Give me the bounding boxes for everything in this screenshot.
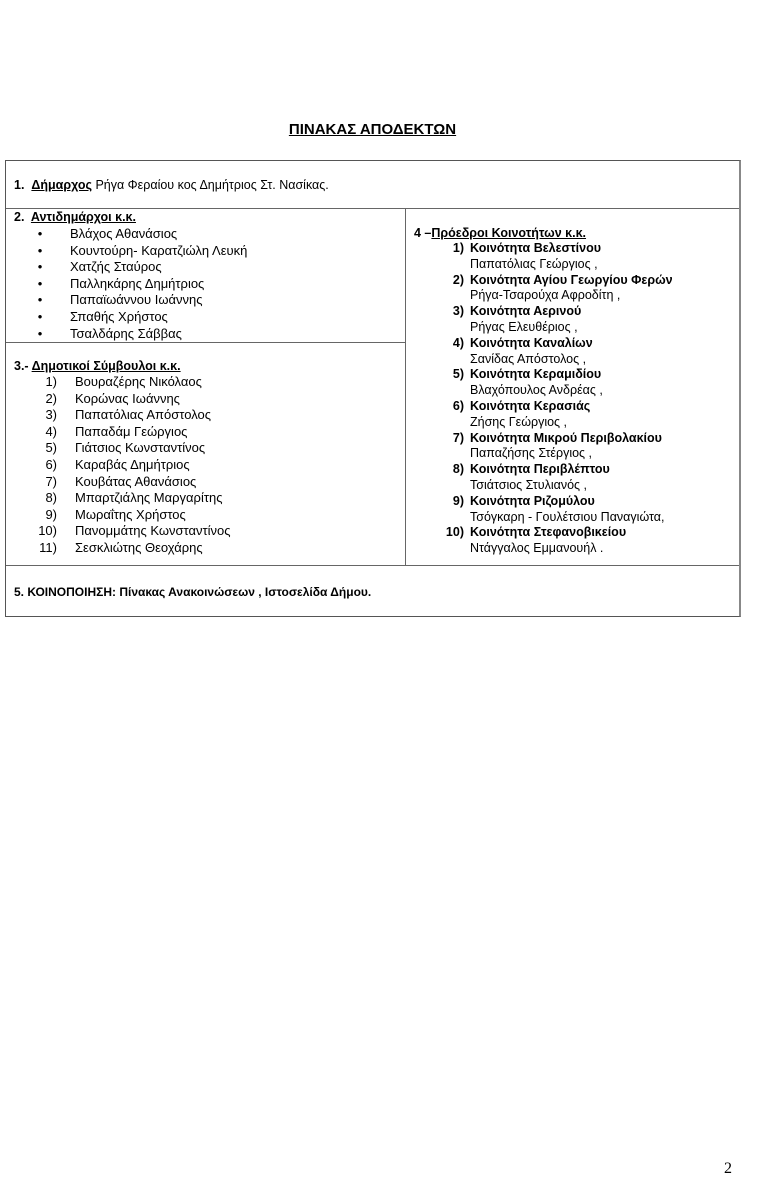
deputy-mayor-name: Κουντούρη- Καρατζιώλη Λευκή [70,242,248,258]
community-president: Τσόγκαρη - Γουλέτσιου Παναγιώτα, [470,509,665,524]
mayor-label: Δήμαρχος [31,178,92,192]
councillor-number: 10) [38,523,57,539]
community-president: Ζήσης Γεώργιος , [470,414,568,429]
councillor-number: 3) [45,407,57,423]
councillor-number: 4) [45,423,57,439]
bullet-icon: • [37,292,43,308]
community-number: 1) [452,241,464,255]
bullet-icon: • [37,259,43,275]
councillors-heading [14,359,181,373]
community-number: 4) [452,335,464,350]
mayor-text: Ρήγα Φεραίου κος Δημήτριος Στ. Νασίκας. [91,178,329,192]
deputy-mayor-name: Παλληκάρης Δημήτριος [70,275,205,291]
councillor-name: Πανομμάτης Κωνσταντίνος [75,523,231,539]
community-name: Κοινότητα Στεφανοβικείου [470,525,627,540]
community-president: Παπατόλιας Γεώργιος , [470,256,598,271]
community-name: Κοινότητα Αερινού [470,304,582,319]
mayor-number: 1. [14,178,25,192]
councillor-number: 7) [45,473,57,489]
community-number: 5) [452,367,464,382]
community-president: Ρήγα-Τσαρούχα Αφροδίτη , [470,288,621,303]
councillor-number: 9) [45,506,57,522]
councillor-name: Κουβάτας Αθανάσιος [75,473,197,489]
councillor-number: 6) [45,456,57,472]
councillor-name: Σεσκλιώτης Θεοχάρης [75,539,203,555]
community-president: Τσιάτσιος Στυλιανός , [470,477,588,492]
community-number: 6) [452,398,464,413]
left-column [6,209,406,565]
community-president: Ντάγγαλος Εμμανουήλ . [470,541,604,556]
community-name: Κοινότητα Κερασιάς [470,398,591,413]
bullet-icon: • [37,275,43,291]
page-number: 2 [724,1160,732,1177]
councillor-name: Μωραΐτης Χρήστος [75,506,186,522]
document-title: ΠΙΝΑΚΑΣ ΑΠΟΔΕΚΤΩΝ [288,121,457,138]
deputy-mayor-name: Χατζής Σταύρος [70,259,162,275]
councillor-name: Παπατόλιας Απόστολος [75,407,212,423]
notification-text: 5. ΚΟΙΝΟΠΟΙΗΣΗ: Πίνακας Ανακοινώσεων , Ιστοσελίδα Δήμου. [14,585,372,599]
councillor-name: Μπαρτζιάλης Μαργαρίτης [75,490,223,506]
bullet-icon: • [37,325,43,341]
deputy-mayors-label: Αντιδημάρχοι κ.κ. [30,210,136,224]
community-name: Κοινότητα Καναλίων [470,335,593,350]
bullet-icon: • [37,242,43,258]
community-number: 7) [452,430,464,445]
deputy-mayors-number: 2. [14,210,25,224]
community-name: Κοινότητα Ριζομύλου [470,493,595,508]
recipients-table [5,160,741,617]
community-president: Βλαχόπουλος Ανδρέας , [470,383,603,398]
community-number: 2) [452,272,464,287]
community-name: Κοινότητα Κεραμιδίου [470,367,602,382]
councillors-number: 3.- [14,359,29,373]
councillor-number: 8) [45,490,57,506]
community-number: 8) [452,462,464,477]
community-presidents-number: 4 – [414,226,432,240]
community-presidents-heading [414,226,586,240]
councillor-name: Κορώνας Ιωάννης [75,390,180,406]
section-deputy-mayors [6,209,405,343]
community-president: Σανίδας Απόστολος , [470,351,587,366]
community-number: 3) [452,304,464,319]
councillor-number: 5) [45,440,57,456]
deputy-mayor-name: Βλάχος Αθανάσιος [70,226,178,241]
section-community-presidents [406,209,740,565]
community-presidents-label: Πρόεδροι Κοινοτήτων κ.κ. [431,226,587,240]
section-notification [6,565,739,616]
community-number: 9) [452,493,464,508]
community-name: Κοινότητα Περιβλέπτου [470,462,610,477]
councillor-number: 11) [39,539,57,555]
deputy-mayor-name: Τσαλδάρης Σάββας [70,325,182,341]
councillor-number: 2) [45,390,57,406]
councillor-name: Βουραζέρης Νικόλαος [75,374,202,389]
councillor-name: Καραβάς Δημήτριος [75,456,190,472]
community-name: Κοινότητα Αγίου Γεωργίου Φερών [470,272,673,287]
community-number: 10) [445,525,464,540]
councillor-name: Γιάτσιος Κωνσταντίνος [75,440,206,456]
bullet-icon: • [37,308,43,324]
councillors-label: Δημοτικοί Σύμβουλοι κ.κ. [31,359,181,373]
mayor-line [14,178,329,192]
community-president: Παπαζήσης Στέργιος , [470,446,593,461]
bullet-icon: • [37,226,43,241]
community-name: Κοινότητα Μικρού Περιβολακίου [470,430,662,445]
deputy-mayor-name: Σπαθής Χρήστος [70,308,168,324]
councillor-name: Παπαδάμ Γεώργιος [75,423,188,439]
community-name: Κοινότητα Βελεστίνου [470,241,601,255]
section-mayor [6,161,739,209]
deputy-mayor-name: Παπαϊωάννου Ιωάννης [70,292,203,308]
community-president: Ρήγας Ελευθέριος , [470,319,578,334]
councillor-number: 1) [45,374,57,389]
deputy-mayors-heading [14,210,136,224]
